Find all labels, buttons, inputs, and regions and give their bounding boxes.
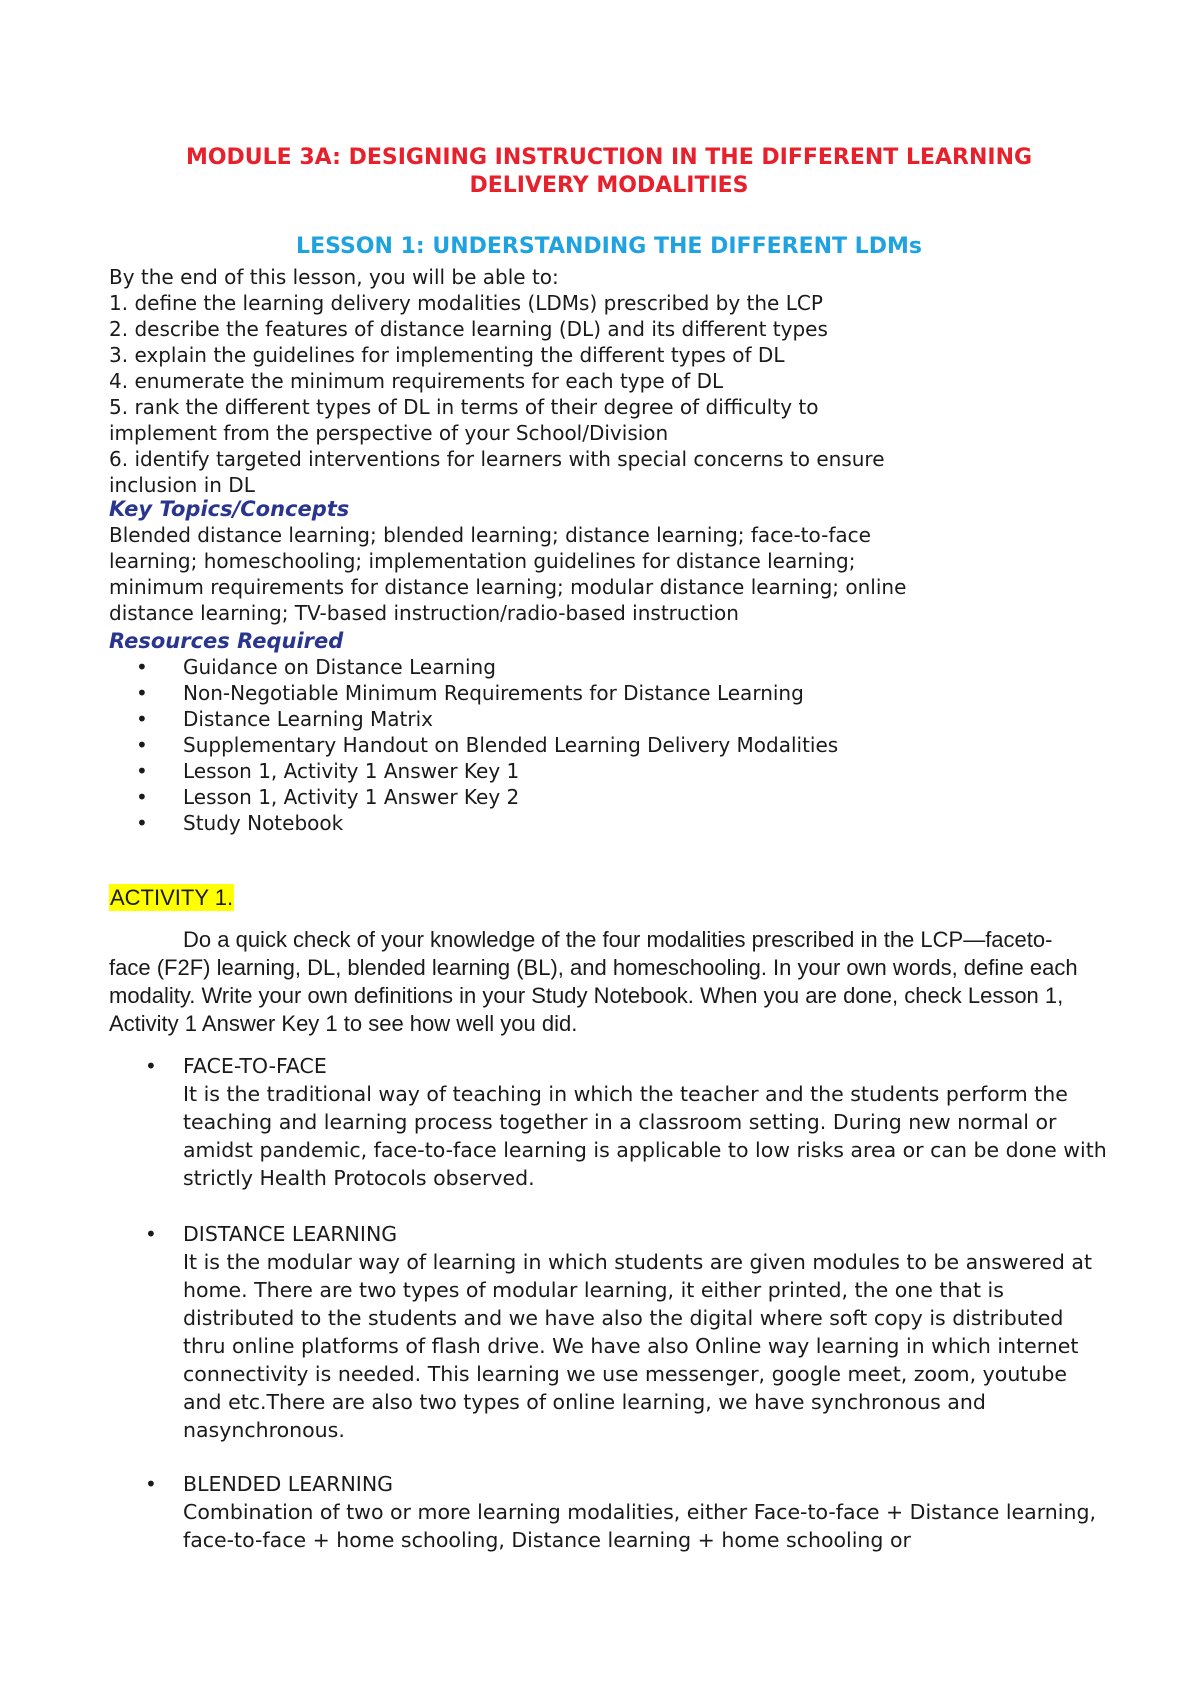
resource-item [109,810,1099,836]
resource-label: Non-Negotiable Minimum Requirements for Distance Learning [183,681,804,705]
resource-item [109,706,1099,732]
bullet-icon: • [136,811,148,835]
resources-heading: Resources Required [109,629,344,653]
resource-label: Guidance on Distance Learning [183,655,496,679]
definition-face-to-face [109,1052,1109,1192]
resource-label: Lesson 1, Activity 1 Answer Key 1 [183,759,520,783]
resource-label: Supplementary Handout on Blended Learning Delivery Modalities [183,733,839,757]
bullet-icon: • [136,707,148,731]
resources-section [109,628,1099,836]
definition-term: BLENDED LEARNING [183,1472,394,1496]
activity-instructions-text: Do a quick check of your knowledge of the four modalities prescribed in the LCP—faceto- face (F2F) learning, DL, blended learning (BL), and homeschooling. In your own words, define each modality. Write your own definitions in your Study Notebook. When you are done, check Lesson 1, Activity 1 Answer Key 1 to see how well you did. [109,927,1078,1036]
objective-item: 5. rank the different types of DL in terms of their degree of difficulty to implement from the perspective of your School/Division [109,395,819,445]
definition-text: It is the traditional way of teaching in which the teacher and the students perform the teaching and learning process together in a classroom setting. During new normal or amidst pandemic, face-to-face learning is applicable to low risks area or can be done with strictly Health Protocols observed. [183,1082,1107,1190]
resource-item [109,758,1099,784]
definition-text: Combination of two or more learning modalities, either Face-to-face + Distance learning, face-to-face + home schooling, Distance learning + home schooling or [183,1500,1096,1552]
lesson-title: LESSON 1: UNDERSTANDING THE DIFFERENT LDMs [296,234,922,259]
bullet-icon: • [136,733,148,757]
resource-item [109,732,1099,758]
key-topics-heading: Key Topics/Concepts [109,497,350,521]
objectives-lead: By the end of this lesson, you will be able to: [109,265,559,289]
module-title-line-2: DELIVERY MODALITIES [469,173,749,198]
lesson-objectives [109,264,1099,498]
objective-item: 3. explain the guidelines for implementing the different types of DL [109,343,785,367]
key-topics-section [109,496,1099,626]
activity-label: ACTIVITY 1. [110,885,234,910]
definition-term: DISTANCE LEARNING [183,1222,398,1246]
bullet-icon: • [145,1472,157,1496]
bullet-icon: • [136,681,148,705]
resources-list [109,654,1099,836]
bullet-icon: • [145,1054,157,1078]
definition-distance-learning [109,1220,1109,1444]
resource-label: Lesson 1, Activity 1 Answer Key 2 [183,785,520,809]
objective-item: 6. identify targeted interventions for learners with special concerns to ensure inclusion in DL [109,447,885,497]
resource-label: Study Notebook [183,811,344,835]
objective-item: 4. enumerate the minimum requirements for each type of DL [109,369,724,393]
module-title [109,144,1109,200]
bullet-icon: • [145,1222,157,1246]
module-title-line-1: MODULE 3A: DESIGNING INSTRUCTION IN THE DIFFERENT LEARNING [185,145,1033,170]
resource-label: Distance Learning Matrix [183,707,433,731]
bullet-icon: • [136,785,148,809]
resource-item [109,654,1099,680]
objective-item: 2. describe the features of distance learning (DL) and its different types [109,317,828,341]
key-topics-text: Blended distance learning; blended learning; distance learning; face-to-face learning; homeschooling; implementation guidelines for distance learning; minimum requirements for distance learning; modular distance learning; online distance learning; TV-based instruction/radio-based instruction [109,523,907,625]
bullet-icon: • [136,655,148,679]
definition-blended-learning [109,1470,1109,1554]
bullet-icon: • [136,759,148,783]
resource-item [109,680,1099,706]
activity-instructions [109,926,1099,1038]
resource-item [109,784,1099,810]
definition-text: It is the modular way of learning in which students are given modules to be answered at home. There are two types of modular learning, it either printed, the one that is distributed to the students and we have also the digital where soft copy is distributed thru online platforms of flash drive. We have also Online way learning in which internet connectivity is needed. This learning we use messenger, google meet, zoom, youtube and etc.There are also two types of online learning, we have synchronous and nasynchronous. [183,1250,1092,1442]
definition-term: FACE-TO-FACE [183,1054,327,1078]
objective-item: 1. define the learning delivery modalities (LDMs) prescribed by the LCP [109,291,823,315]
